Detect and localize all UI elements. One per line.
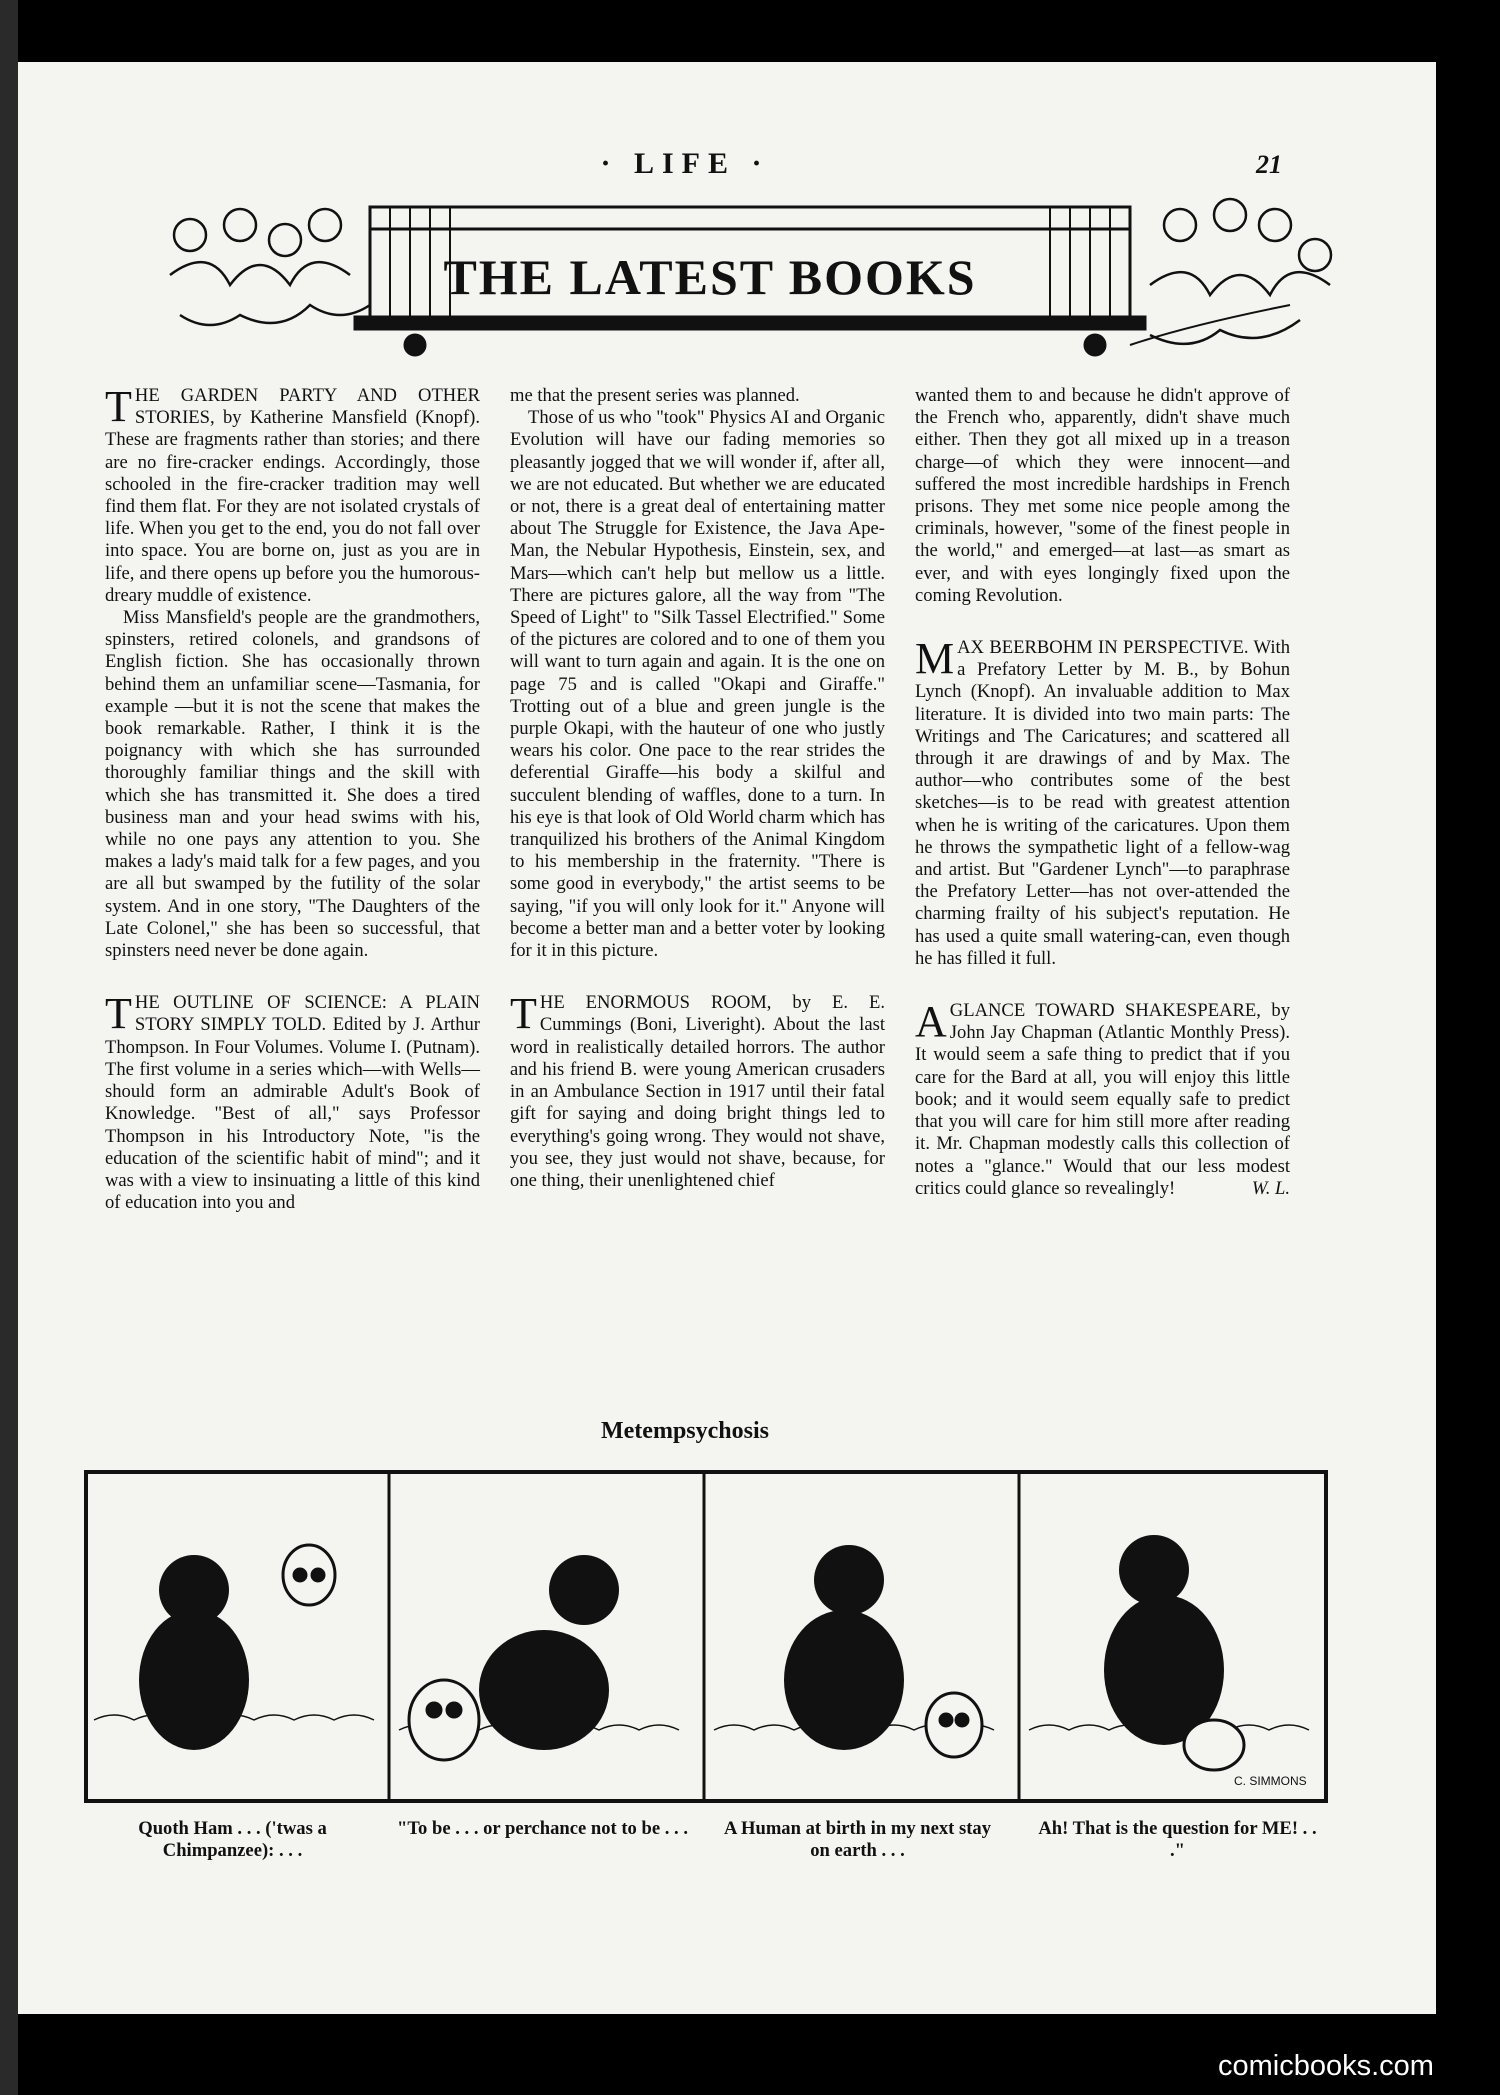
article-heading: HE ENORMOUS ROOM, — [539, 992, 772, 1014]
article-text: Edited by J. Arthur Thompson. In Four Volumes. Volume I. (Putnam). The first volume in a series which—with Wells—should form an admirable Adult's Book of Knowledge. "Best of all," says Professor Thompson in his Introductory Note, "is the education of the scientific habit of mind"; and it was with a view to insinuating a little of this kind of education into you and — [105, 1014, 481, 1214]
article-text: by Katherine Mansfield (Knopf). These are fragments rather than stories; and there are no fire-cracker endings. Accordingly, those schooled in the fire-cracker tradition may well find them flat. For they are not isolated crystals of life. When you get to the end, you do not fall over into space. You are borne on, just as you are in life, and there opens up before you the humorous-dreary muddle of existence. — [105, 407, 480, 606]
cherubs-left — [170, 209, 370, 325]
skull-icon — [1184, 1720, 1244, 1770]
cartoon-caption-4: Ah! That is the question for ME! . . ." — [1038, 1818, 1317, 1861]
skull-icon — [409, 1680, 479, 1760]
magazine-title: · LIFE · — [600, 147, 770, 180]
cherubs-right — [1130, 199, 1331, 345]
drop-cap: A — [915, 997, 947, 1047]
article-glance-shakespeare — [915, 997, 1290, 1200]
article-enormous-room — [510, 989, 885, 1192]
article-text: With a Prefatory Letter by M. B., by Bohun Lynch (Knopf). An invaluable addition to Max literature. It is divided into two main parts: The Writings and The Caricatures; and scattered all through it are drawings of and by Max. The author—who contributes some of the best sketches—is to be read with greatest attention when he is writing of the caricatures. Upon them he throws the sympathetic light of a fellow-wag and artist. But "Gardener Lynch"—to paraphrase the Prefatory Letter—has not over-attended the charming frailty of his subject's reputation. He has used a quite small watering-can, even though he has filled it full. — [915, 637, 1290, 969]
column-1 — [105, 382, 481, 1244]
article-continuation: me that the present series was planned. — [510, 385, 800, 406]
drop-cap: T — [510, 989, 537, 1039]
article-garden-party — [105, 382, 480, 962]
author-signature: W. L. — [1251, 1177, 1290, 1199]
article-enormous-room-continued — [915, 385, 1290, 607]
metempsychosis-cartoon — [84, 1470, 1328, 1803]
article-paragraph: Miss Mansfield's people are the grandmothers, spinsters, retired colonels, and grandsons of English fiction. She has occasionally thrown behind them an unfamiliar scene—Tasmania, for example —but it is not the scene that makes the book remarkable. Rather, I think it is the poignancy with which she has surrounded thoroughly familiar things and the skill with which she has transmitted it. She does a tired business man and your head swims with his, while no one pays any attention to you. She makes a lady's maid talk for a few pages, and you are all but swamped by the futility of the solar system. And in one story, "The Daughters of the Late Colonel," she has been so successful, that spinsters need never be done again. — [105, 607, 480, 962]
column-3 — [915, 385, 1290, 1230]
drop-cap: M — [915, 634, 955, 684]
drop-cap: T — [105, 989, 132, 1039]
cartoon-caption-3: A Human at birth in my next stay on earth . . . — [723, 1818, 992, 1861]
column-2 — [510, 385, 885, 1222]
article-max-beerbohm — [915, 634, 1290, 970]
article-text: by E. E. Cummings (Boni, Liveright). About the last word in realistically detailed horrors. The author and his friend B. were young American crusaders in an Ambulance Section in 1917 until their fatal gift for saying and doing bright things led to everything's going wrong. They would not shave, you see, they just would not shave, because, for one thing, their unenlightened chief — [510, 992, 885, 1191]
article-paragraph: Those of us who "took" Physics AI and Organic Evolution will have our fading memories so pleasantly jogged that we will wonder if, after all, we are not educated. But whether we are educated or not, there is a great deal of entertaining matter about The Struggle for Existence, the Java Ape-Man, the Nebular Hypothesis, Einstein, sex, and Mars—which can't help but mellow us a little. There are pictures galore, all the way from "The Speed of Light" to "Silk Tassel Electrified." Some of the pictures are colored and to one of them you will want to turn again and again. It is the one on page 75 and is called "Okapi and Giraffe." Trotting out of a blue and green jungle is the purple Okapi, with the hauteur of one who justly wears his color. One pace to the rear strides the deferential Giraffe—his body a skilful and succulent blending of waffles, done to a turn. In his eye is that look of Old World charm which has tranquilized his brothers of the Animal Kingdom to his membership in the fraternity. "There is some good in everybody," the artist seems to be saying, "if you will only look for it." Anyone will become a better man and a better voter by looking for it in this picture. — [510, 407, 885, 962]
article-heading: HE GARDEN PARTY AND OTHER STORIES, — [134, 385, 480, 429]
article-heading: HE OUTLINE OF SCIENCE: A PLAIN STORY SIMPLY TOLD. — [134, 992, 480, 1036]
skull-icon — [926, 1693, 982, 1757]
article-continuation: wanted them to and because he didn't approve of the French who, apparently, didn't shave much either. Then they got all mixed up in a treason charge—of which they were innocent—and suffered the most incredible hardships in French prisons. They met some nice people among the criminals, however, "some of the finest people in the world," and emerged—at last—as smart as ever, and with eyes longingly fixed upon the coming Revolution. — [915, 385, 1290, 606]
page-number: 21 — [1256, 150, 1282, 179]
article-outline-of-science — [105, 989, 481, 1214]
article-heading: AX BEERBOHM IN PERSPECTIVE. — [957, 637, 1249, 659]
cartoon-caption-1: Quoth Ham . . . ('twas a Chimpanzee): . . . — [138, 1818, 327, 1861]
drop-cap: T — [105, 382, 132, 431]
artist-signature: C. SIMMONS — [1234, 1774, 1307, 1788]
skull-icon — [283, 1545, 335, 1605]
page-spine — [0, 0, 18, 2095]
site-watermark: comicbooks.com — [1218, 2050, 1434, 2082]
cartoon-title: Metempsychosis — [601, 1418, 769, 1444]
article-text: by John Jay Chapman (Atlantic Monthly Press). It would seem a safe thing to predict that if you care for the Bard at all, you will enjoy this little book; and it would seem equally safe to predict that you will care for him still more after reading it. Mr. Chapman modestly calls this collection of notes a "glance." Would that our less modest critics could glance so revealingly! — [915, 1000, 1290, 1199]
article-outline-of-science-continued — [510, 385, 885, 962]
article-heading: GLANCE TOWARD SHAKESPEARE, — [949, 1000, 1261, 1022]
cartoon-caption-2: "To be . . . or perchance not to be . . . — [397, 1818, 688, 1839]
banner-title: THE LATEST BOOKS — [443, 249, 977, 305]
